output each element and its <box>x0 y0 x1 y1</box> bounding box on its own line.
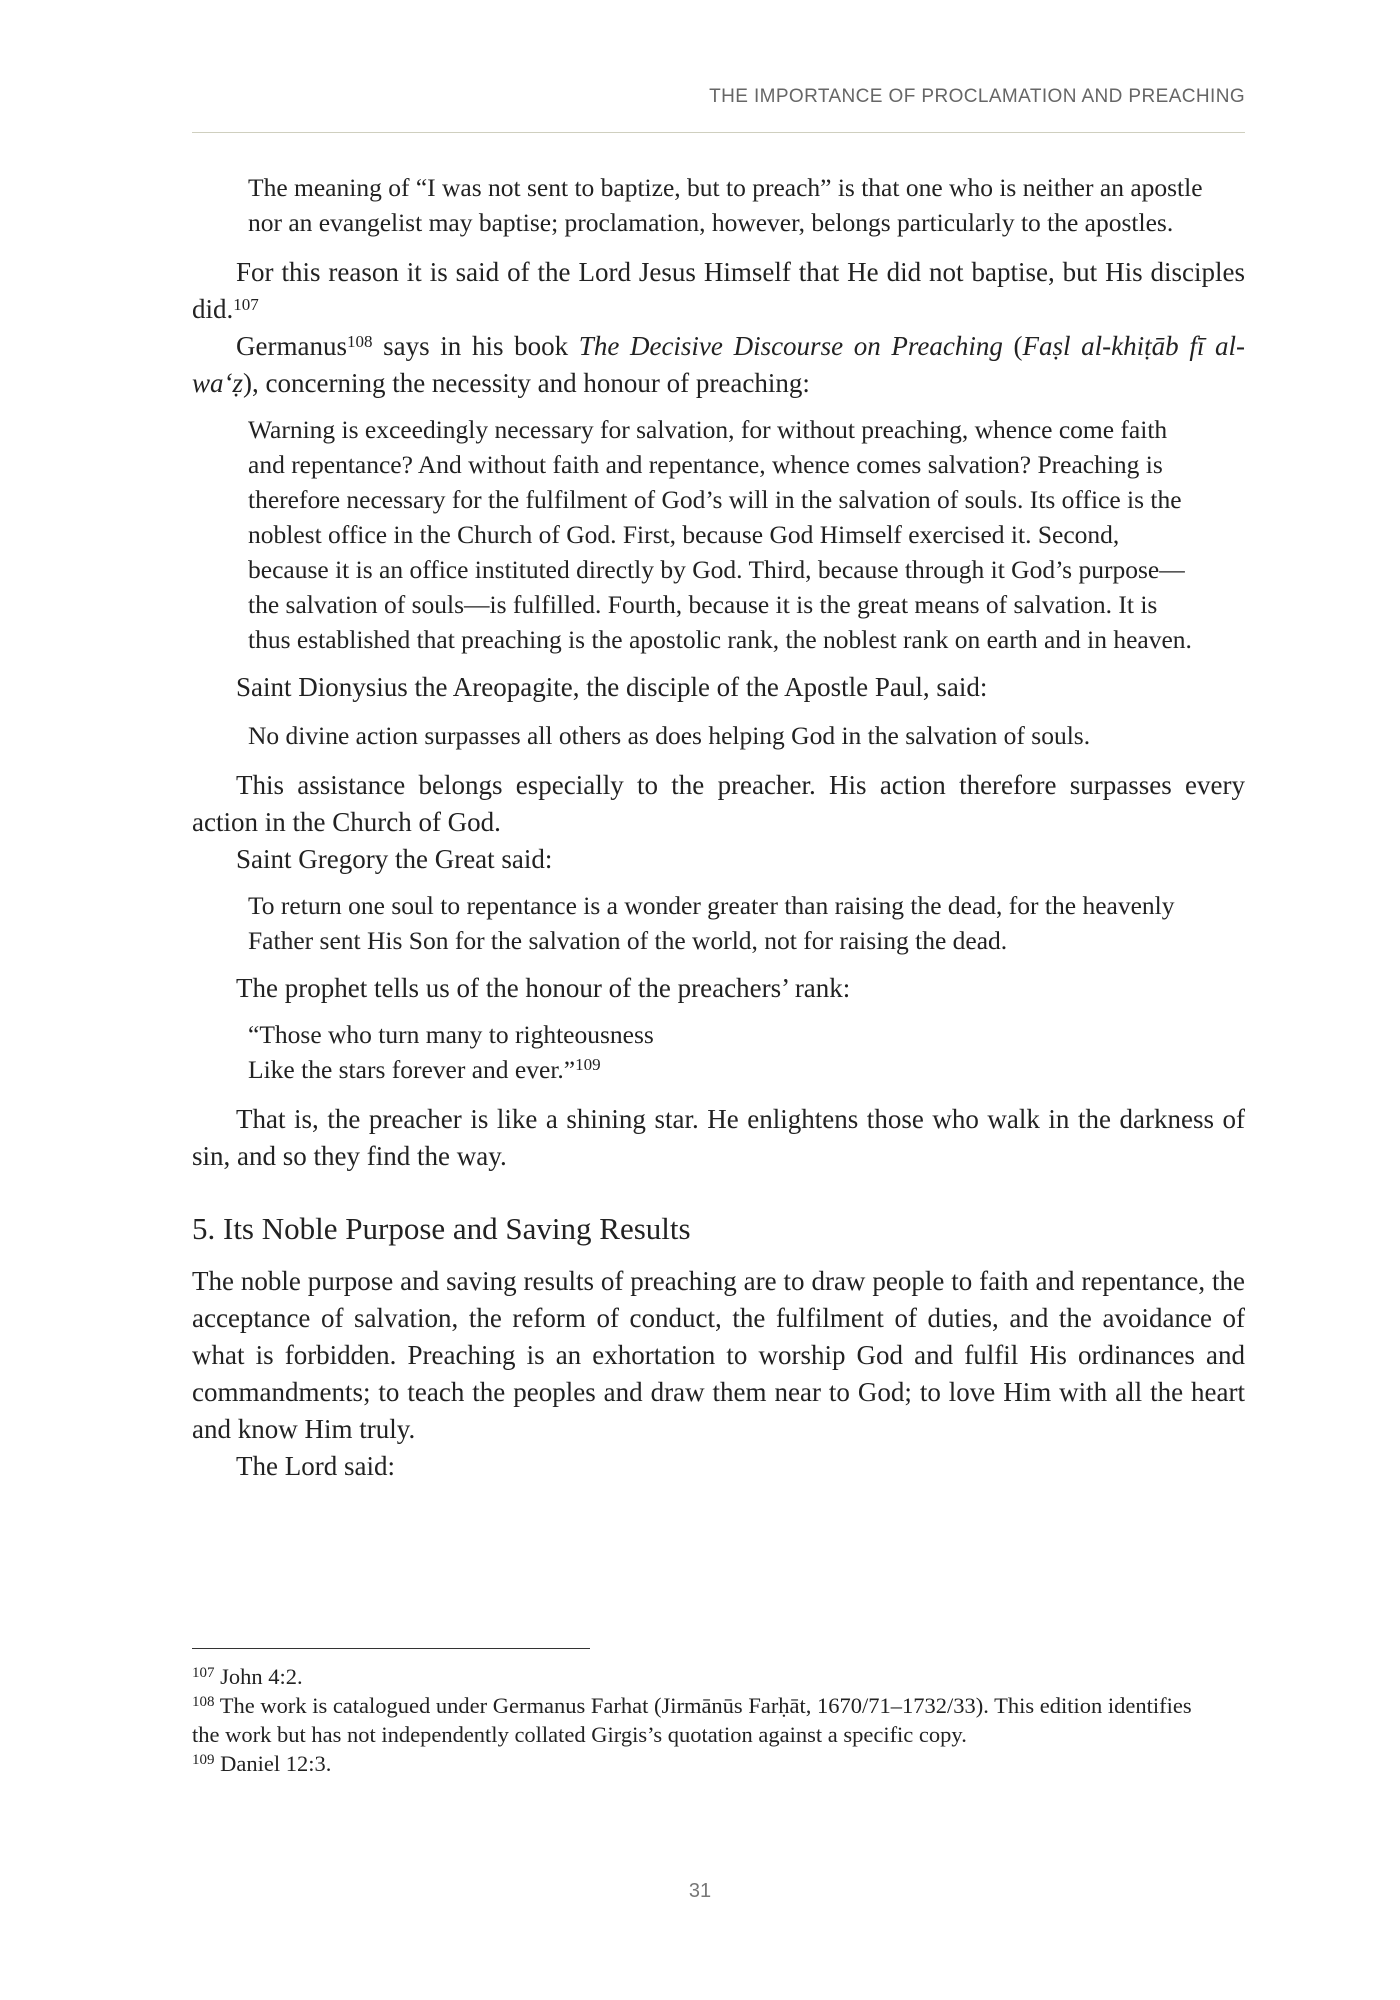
paragraph: The noble purpose and saving results of preaching are to draw people to faith and repentance, the acceptance of salvation, the reform of conduct, the fulfilment of duties, and the avoidance of what is forbidden. Preaching is an exhortation to worship God and fulfil His ordinances and commandments; to teach the peoples and draw them near to God; to love Him with all the heart and know Him truly. <box>192 1266 1245 1444</box>
verse-quote <box>192 1017 1245 1087</box>
footnote-number: 108 <box>192 1694 215 1710</box>
footnote-marker: 108 <box>346 332 373 351</box>
paragraph: Saint Dionysius the Areopagite, the disciple of the Apostle Paul, said: <box>236 672 988 702</box>
block-quote: The meaning of “I was not sent to baptize, but to preach” is that one who is neither an apostle nor an evangelist may baptise; proclamation, however, belongs particularly to the apostles. <box>248 173 1203 237</box>
footnote <box>192 1662 1218 1691</box>
block-quote: To return one soul to repentance is a wonder greater than raising the dead, for the heavenly Father sent His Son for the salvation of the world, not for raising the dead. <box>248 891 1175 955</box>
paragraph: The Lord said: <box>236 1451 395 1481</box>
footnote <box>192 1691 1218 1749</box>
author-name: Germanus <box>236 331 347 361</box>
paragraph: Saint Gregory the Great said: <box>236 844 553 874</box>
book-title: The Decisive Discourse on Preaching <box>578 331 1003 361</box>
footnote-text: The work is catalogued under Germanus Farhat (Jirmānūs Farḥāt, 1670/71–1732/33). This edition identifies the work but has not independently collated Girgis’s quotation against a specific copy. <box>192 1693 1192 1747</box>
block-quote: Warning is exceedingly necessary for salvation, for without preaching, whence come faith and repentance? And without faith and repentance, whence comes salvation? Preaching is therefore necessary for the fulfilment of God’s will in the salvation of souls. Its office is the noblest office in the Church of God. First, because God Himself exercised it. Second, because it is an office instituted directly by God. Third, because through it God’s purpose—the salvation of souls—is fulfilled. Fourth, because it is the great means of salvation. It is thus established that preaching is the apostolic rank, the noblest rank on earth and in heaven. <box>248 415 1192 654</box>
page-number: 31 <box>688 1880 712 1902</box>
block-quote: No divine action surpasses all others as does helping God in the salvation of souls. <box>248 721 1091 750</box>
paragraph <box>192 328 1245 402</box>
verse-line: “Those who turn many to righteousness <box>248 1020 654 1049</box>
verse-text: Like the stars forever and ever.” <box>248 1055 576 1084</box>
transliterated-title: Faṣl al-khiṭāb fī al-wa‘ẓ <box>192 331 1245 398</box>
footnote-number: 109 <box>192 1752 215 1768</box>
running-head: THE IMPORTANCE OF PROCLAMATION AND PREACHING <box>709 86 1245 107</box>
footnote-marker: 107 <box>233 295 259 314</box>
header-rule <box>192 132 1245 133</box>
footnote-marker: 109 <box>575 1055 601 1074</box>
verse-line <box>248 1052 1203 1087</box>
paragraph-text: ), concerning the necessity and honour of preaching: <box>243 368 810 398</box>
section-heading: 5. Its Noble Purpose and Saving Results <box>192 1211 691 1246</box>
paragraph-text: says in his book <box>372 331 579 361</box>
paragraph-text: For this reason it is said of the Lord Jesus Himself that He did not baptise, but His disciples did. <box>192 257 1245 324</box>
main-text <box>192 170 1245 1485</box>
paragraph: That is, the preacher is like a shining star. He enlightens those who walk in the darkness of sin, and so they find the way. <box>192 1104 1245 1171</box>
footnote-number: 107 <box>192 1665 215 1681</box>
footnotes <box>192 1662 1218 1778</box>
paragraph-text: ( <box>1002 331 1023 361</box>
paragraph <box>192 254 1245 328</box>
paragraph: This assistance belongs especially to the preacher. His action therefore surpasses every action in the Church of God. <box>192 770 1245 837</box>
footnote-text: John 4:2. <box>220 1664 303 1689</box>
footnote <box>192 1749 1218 1778</box>
footnote-text: Daniel 12:3. <box>220 1751 332 1776</box>
footnote-separator <box>192 1648 590 1649</box>
paragraph: The prophet tells us of the honour of the preachers’ rank: <box>236 973 851 1003</box>
